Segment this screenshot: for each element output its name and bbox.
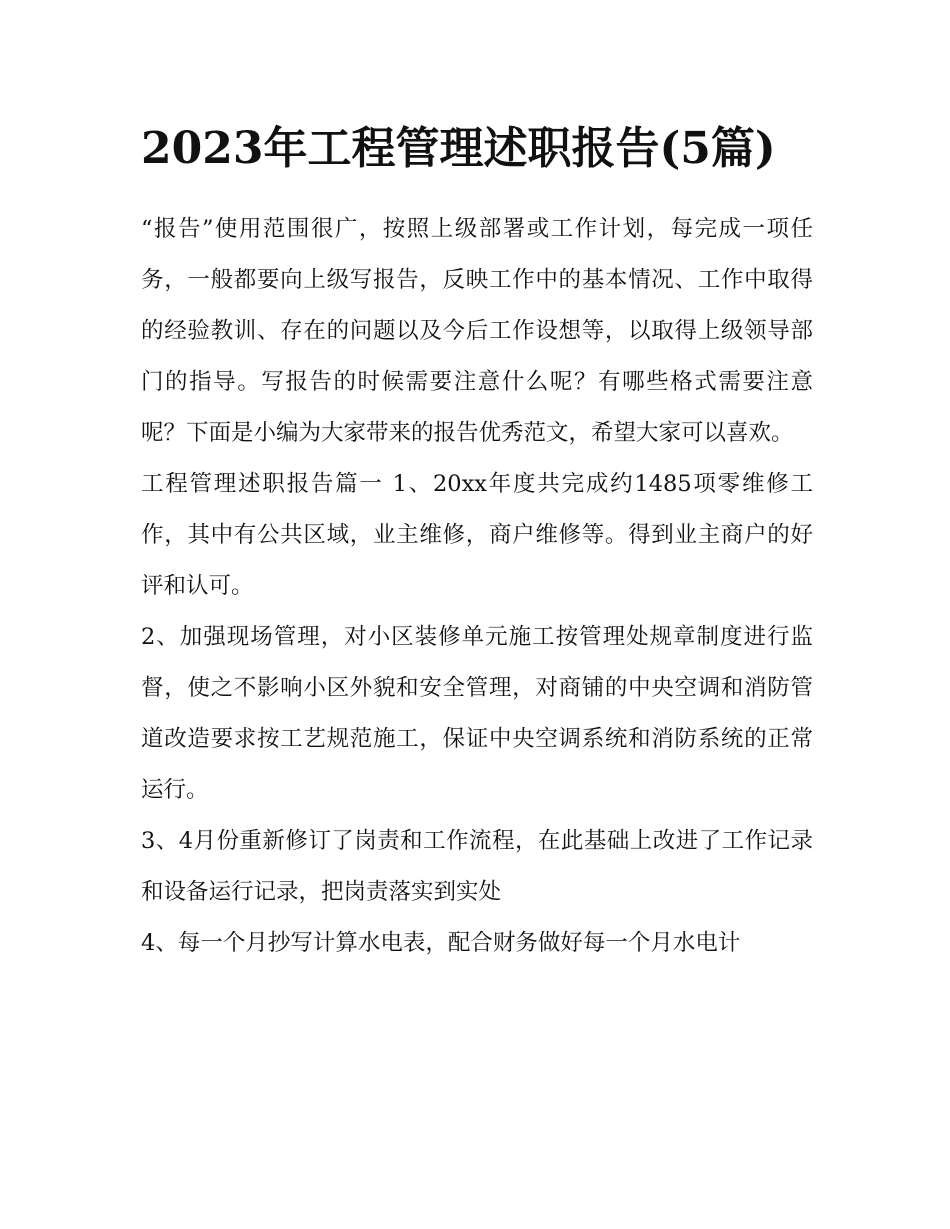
document-title: 2023年工程管理述职报告(5篇) bbox=[141, 123, 776, 174]
paragraph-2: 2、加强现场管理，对小区装修单元施工按管理处规章制度进行监督，使之不影响小区外貌和安全管理，对商铺的中央空调和消防管道改造要求按工艺规范施工，保证中央空调系统和消防系统的正常运行。 bbox=[141, 624, 813, 803]
paragraph-3: 3、4月份重新修订了岗责和工作流程，在此基础上改进了工作记录和设备运行记录，把岗责落实到实处 bbox=[141, 828, 813, 905]
document-body bbox=[141, 112, 813, 969]
intro-paragraph: “报告”使用范围很广，按照上级部署或工作计划，每完成一项任务，一般都要向上级写报告，反映工作中的基本情况、工作中取得的经验教训、存在的问题以及今后工作设想等，以取得上级领导部门的指导。写报告的时候需要注意什么呢？有哪些格式需要注意呢？下面是小编为大家带来的报告优秀范文，希望大家可以喜欢。 bbox=[141, 216, 813, 446]
paragraph-4: 4、每一个月抄写计算水电表，配合财务做好每一个月水电计 bbox=[141, 930, 741, 956]
paragraph-1: 工程管理述职报告篇一 1、20xx年度共完成约1485项零维修工作，其中有公共区域，业主维修，商户维修等。得到业主商户的好评和认可。 bbox=[141, 471, 813, 599]
